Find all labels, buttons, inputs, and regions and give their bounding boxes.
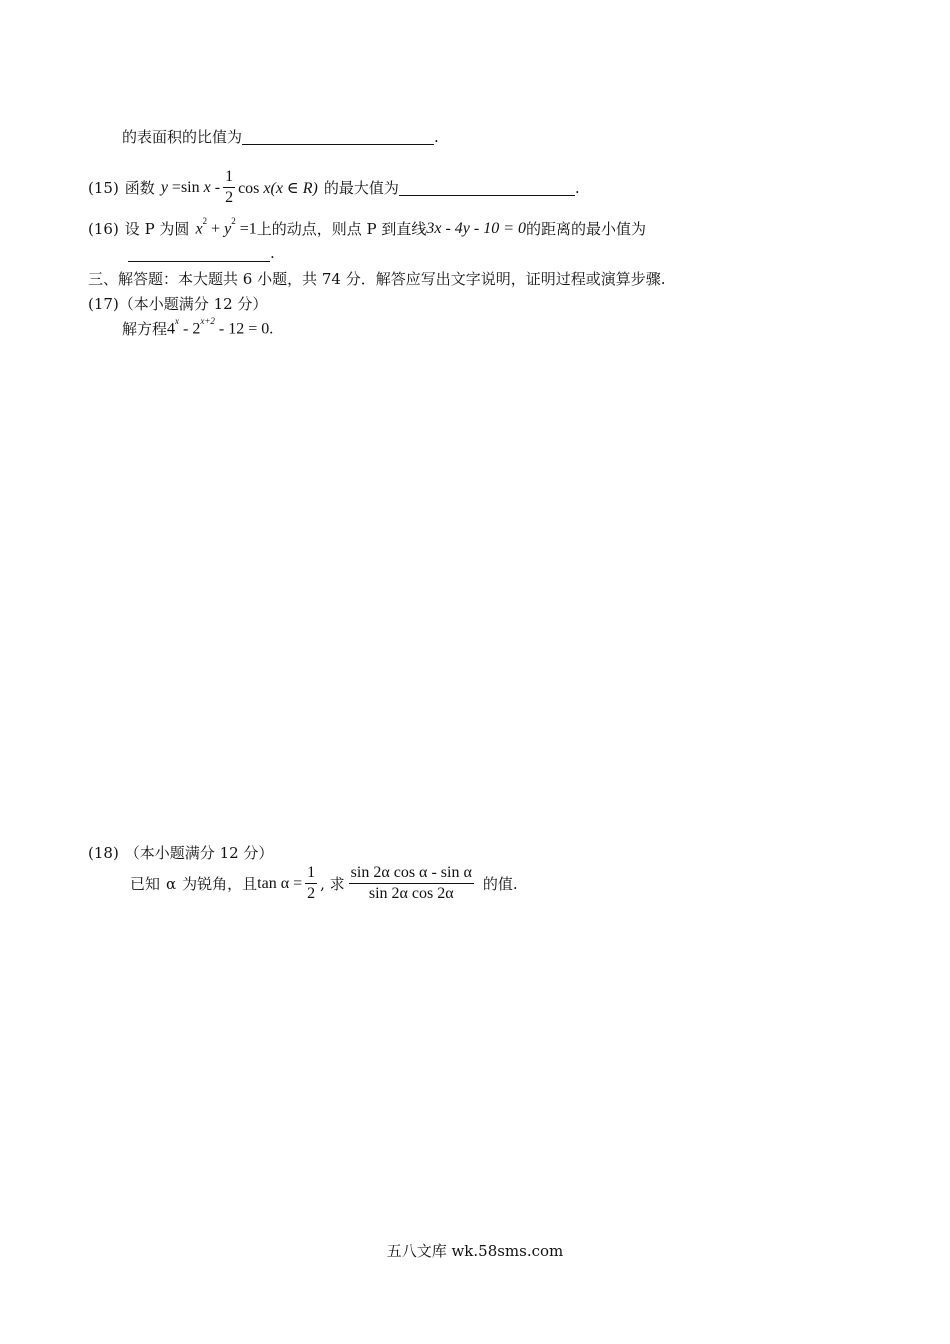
question-text: 已知 <box>130 875 161 893</box>
question-text: 解方程 <box>122 320 168 338</box>
question-number: (15) <box>88 178 119 197</box>
question-16 <box>88 215 647 239</box>
question-16-answer <box>128 244 275 262</box>
alpha-symbol: α <box>166 874 177 893</box>
fraction-expression: $\frac{\text{sin 2α cos α - sin α}}{\text{sin 2α cos 2α}}$ <box>350 864 472 902</box>
math-expression: $x^2 + y^2 =1$ <box>195 215 257 238</box>
question-score: （本小题满分 12 分） <box>124 844 274 862</box>
answer-blank <box>242 128 434 145</box>
math-expression: y =sin x - <box>160 178 221 196</box>
question-score: （本小题满分 12 分） <box>118 295 268 313</box>
question-number: (17) <box>88 294 119 313</box>
question-18-body <box>130 864 518 903</box>
fraction: $\frac{1}{2}$ <box>307 864 316 902</box>
question-17-body <box>122 315 274 339</box>
question-number: (18) <box>88 843 119 862</box>
section-heading <box>88 268 665 289</box>
fraction: $\frac{1}{2}$ <box>225 168 234 206</box>
question-18-header <box>88 842 273 863</box>
footer-watermark: 五八文库 wk.58sms.com <box>386 1242 564 1260</box>
answer-blank <box>128 245 270 262</box>
line-surface-area-text: 的表面积的比值为 <box>122 128 243 146</box>
question-text: 设 P 为圆 <box>124 220 190 238</box>
question-15 <box>88 168 580 207</box>
math-expression: cos x(x ∈ R) <box>238 179 318 197</box>
line-surface-area-ratio <box>122 126 439 147</box>
question-text: 上的动点，则点 P 到直线 <box>256 220 427 238</box>
math-expression: tan α = <box>257 874 303 892</box>
math-expression: 3x - 4y - 10 = 0 <box>426 219 527 237</box>
line-end-period: . <box>574 178 580 197</box>
question-number: (16) <box>88 219 119 238</box>
answer-blank <box>399 179 575 196</box>
question-text: 的值. <box>482 875 518 893</box>
question-text: 的距离的最小值为 <box>526 220 647 238</box>
line-end-period: . <box>270 244 275 262</box>
line-end-period: . <box>434 127 439 146</box>
question-text: , 求 <box>320 875 345 893</box>
question-17-header <box>88 293 267 314</box>
section-heading-text: 三、解答题：本大题共 6 小题，共 74 分．解答应写出文字说明，证明过程或演算步骤. <box>88 270 666 288</box>
question-text: 函数 <box>124 179 155 197</box>
question-text: 为锐角，且 <box>182 875 258 893</box>
math-expression: $4^x - 2^{x+2} - 12 = 0$. <box>167 315 274 338</box>
question-text: 的最大值为 <box>323 179 399 197</box>
